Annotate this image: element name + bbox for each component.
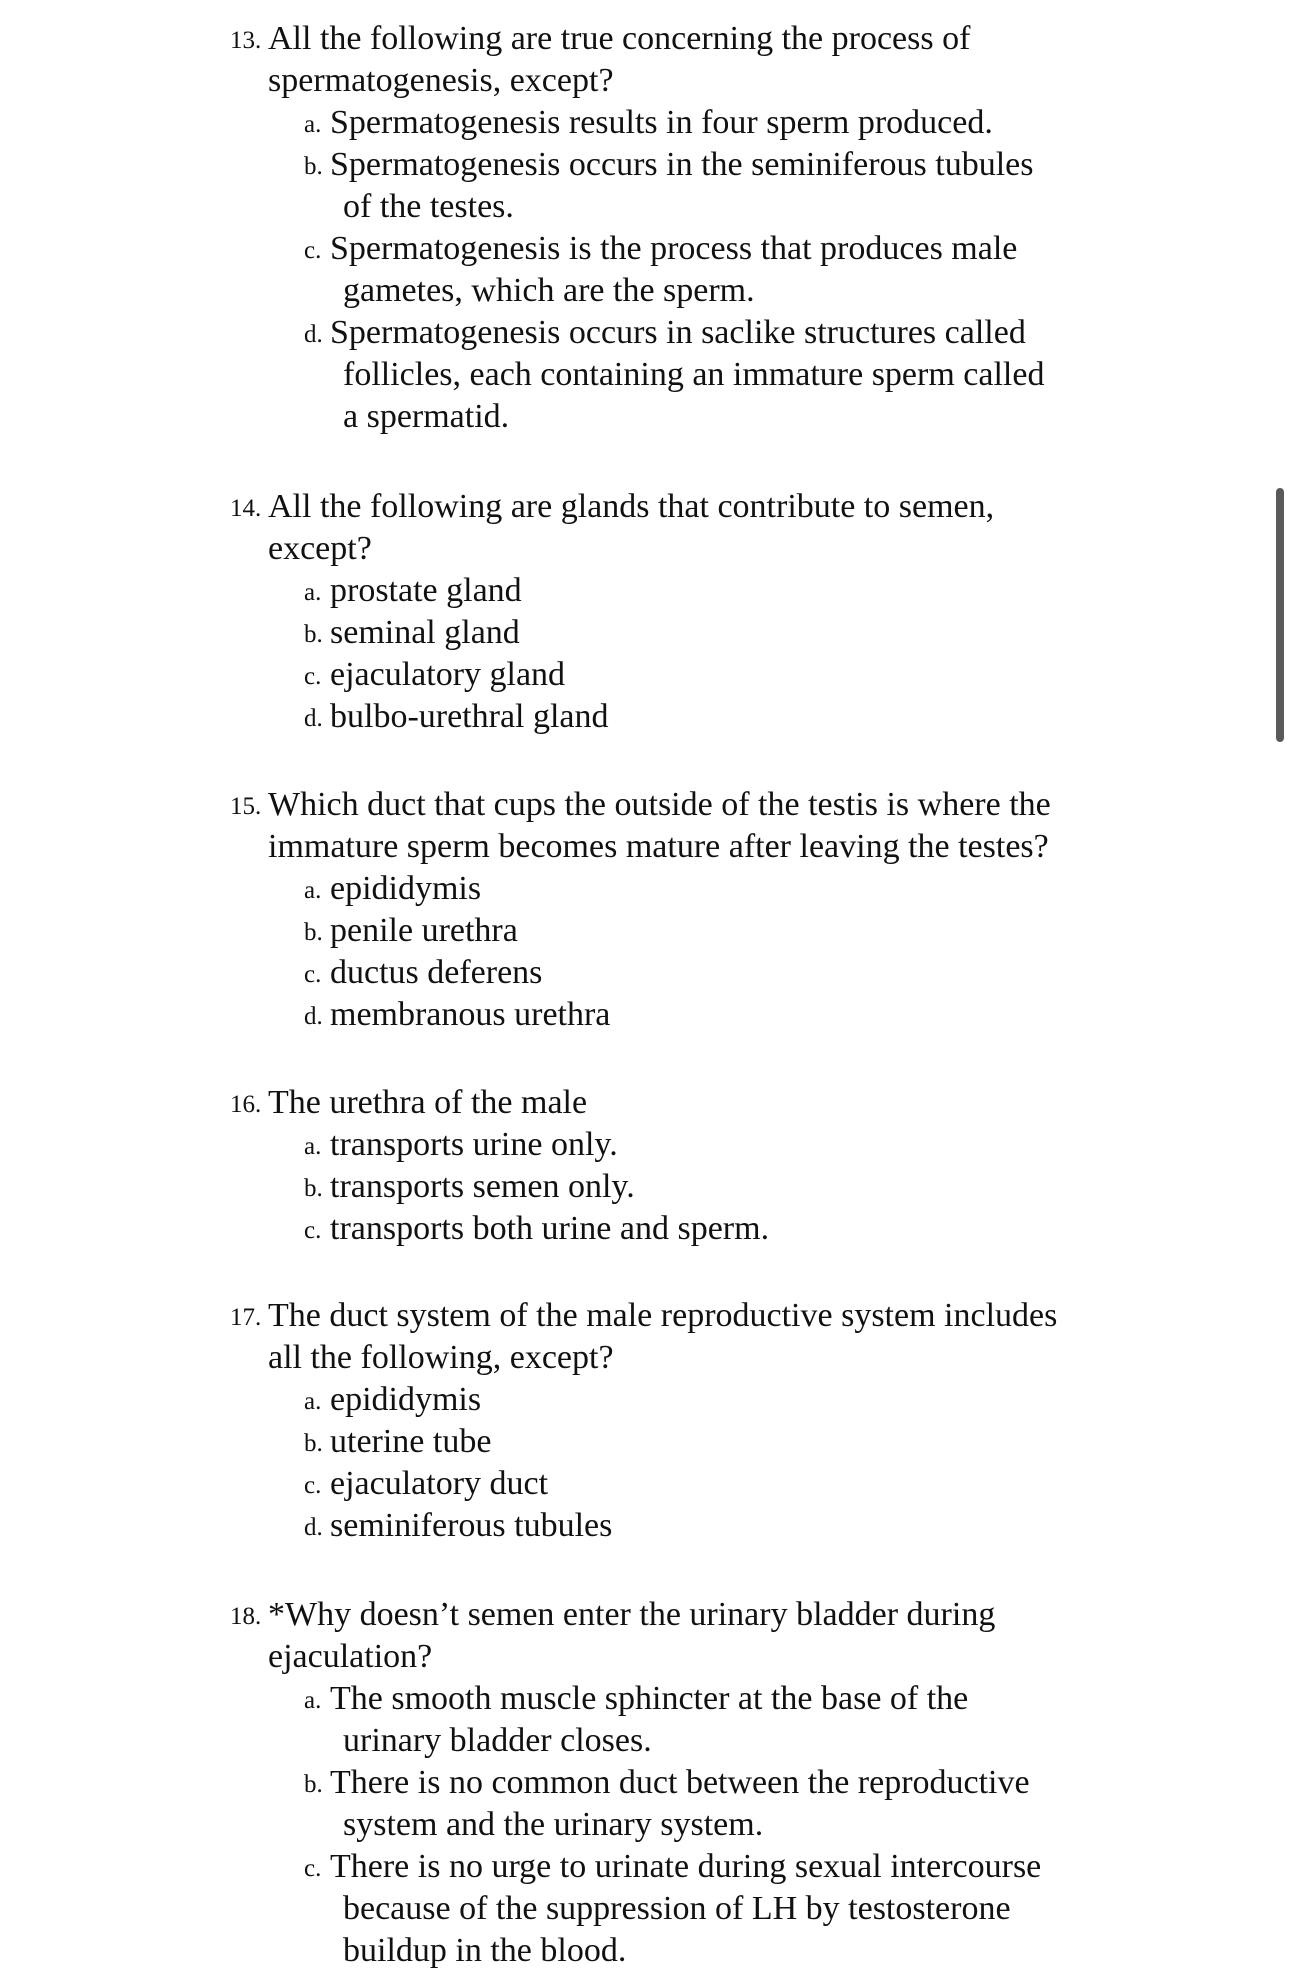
option-text: epididymis [330, 870, 482, 907]
option-letter: c. [304, 961, 322, 988]
option-text: because of the suppression of LH by testosterone [343, 1890, 1011, 1927]
option-letter: c. [304, 1855, 322, 1882]
option-letter: d. [304, 1003, 323, 1030]
question-number: 18. [230, 1603, 262, 1630]
question-number: 16. [230, 1091, 262, 1118]
option-letter: b. [304, 1771, 323, 1798]
option-text: ductus deferens [330, 954, 543, 991]
option-text: prostate gland [330, 572, 522, 609]
option-letter: d. [304, 705, 323, 732]
option-letter: b. [304, 153, 323, 180]
option-text: seminiferous tubules [330, 1507, 613, 1544]
option-letter: b. [304, 919, 323, 946]
question-stem-line: all the following, except? [268, 1339, 614, 1376]
option-letter: a. [304, 111, 322, 138]
option-text: of the testes. [343, 188, 514, 225]
option-text: system and the urinary system. [343, 1806, 764, 1843]
option-letter: b. [304, 1175, 323, 1202]
option-letter: b. [304, 621, 323, 648]
question-stem-line: immature sperm becomes mature after leaving the testes? [268, 828, 1049, 865]
option-text: Spermatogenesis occurs in saclike structures called [330, 314, 1026, 351]
option-text: Spermatogenesis occurs in the seminiferous tubules [330, 146, 1034, 183]
question-stem-line: spermatogenesis, except? [268, 62, 614, 99]
question-stem-line: The duct system of the male reproductive system includes [268, 1297, 1058, 1334]
option-text: There is no urge to urinate during sexual intercourse [330, 1848, 1042, 1885]
question-stem-line: except? [268, 530, 372, 567]
option-text: There is no common duct between the reproductive [330, 1764, 1030, 1801]
question-stem-line: Which duct that cups the outside of the testis is where the [268, 786, 1051, 823]
question-stem-line: ejaculation? [268, 1638, 433, 1675]
question-number: 15. [230, 793, 262, 820]
vertical-scrollbar[interactable] [1276, 488, 1284, 742]
option-text: gametes, which are the sperm. [343, 272, 755, 309]
option-text: The smooth muscle sphincter at the base of the [330, 1680, 969, 1717]
option-letter: a. [304, 1388, 322, 1415]
option-text: membranous urethra [330, 996, 611, 1033]
option-text: transports both urine and sperm. [330, 1210, 770, 1247]
question-stem-line: The urethra of the male [268, 1084, 588, 1121]
question-stem-line: *Why doesn’t semen enter the urinary bladder during [268, 1596, 996, 1633]
option-text: uterine tube [330, 1423, 492, 1460]
option-letter: a. [304, 877, 322, 904]
option-text: urinary bladder closes. [343, 1722, 652, 1759]
option-text: bulbo-urethral gland [330, 698, 609, 735]
question-stem-line: All the following are glands that contribute to semen, [268, 488, 995, 525]
question-number: 14. [230, 495, 262, 522]
option-text: a spermatid. [343, 398, 510, 435]
option-letter: d. [304, 1514, 323, 1541]
option-letter: a. [304, 1687, 322, 1714]
question-number: 17. [230, 1304, 262, 1331]
question-number: 13. [230, 27, 262, 54]
option-text: transports semen only. [330, 1168, 635, 1205]
option-text: ejaculatory duct [330, 1465, 549, 1502]
option-letter: c. [304, 663, 322, 690]
option-text: buildup in the blood. [343, 1932, 627, 1969]
option-text: ejaculatory gland [330, 656, 566, 693]
option-text: Spermatogenesis results in four sperm produced. [330, 104, 993, 141]
option-text: seminal gland [330, 614, 520, 651]
option-letter: c. [304, 1217, 322, 1244]
option-text: epididymis [330, 1381, 482, 1418]
option-letter: d. [304, 321, 323, 348]
option-letter: a. [304, 579, 322, 606]
option-text: penile urethra [330, 912, 518, 949]
option-letter: b. [304, 1430, 323, 1457]
option-text: transports urine only. [330, 1126, 618, 1163]
option-letter: a. [304, 1133, 322, 1160]
option-letter: c. [304, 237, 322, 264]
option-letter: c. [304, 1472, 322, 1499]
question-stem-line: All the following are true concerning the process of [268, 20, 971, 57]
option-text: Spermatogenesis is the process that produces male [330, 230, 1018, 267]
option-text: follicles, each containing an immature sperm called [343, 356, 1045, 393]
